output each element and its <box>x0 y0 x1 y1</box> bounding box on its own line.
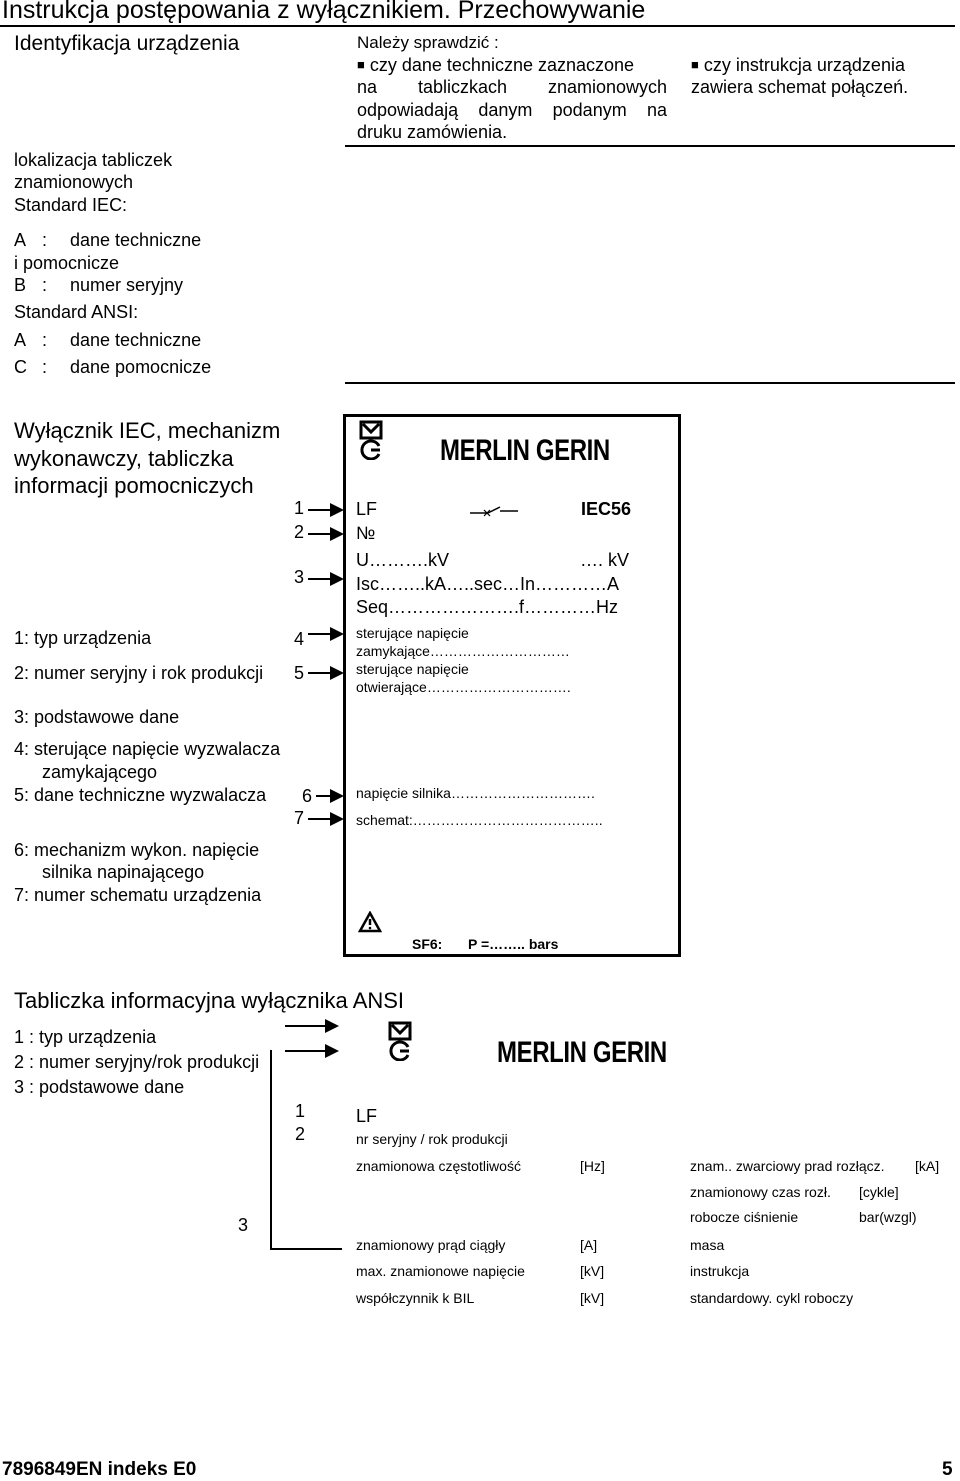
ansi-cell: [Hz] <box>580 1158 605 1174</box>
iec-b-letter: B <box>14 275 27 295</box>
legend-item: silnika napinającego <box>42 862 205 882</box>
marker-4: 4 <box>294 629 305 649</box>
ansi-cell: współczynnik k BIL <box>356 1290 475 1306</box>
ansi-cell: bar(wzgl) <box>859 1209 917 1225</box>
arrow-1 <box>308 509 342 511</box>
legend-item: 2: numer seryjny i rok produkcji <box>14 663 264 683</box>
ansi-cell: instrukcja <box>690 1263 750 1279</box>
heading-line: Wyłącznik IEC, mechanizm <box>14 418 281 443</box>
plate-isc: Isc……..kA…..sec…In…………A <box>356 574 620 594</box>
legend-item: 7: numer schematu urządzenia <box>14 885 262 905</box>
colon: : <box>42 357 48 377</box>
ansi-plate-serial: nr seryjny / rok produkcji <box>356 1131 508 1147</box>
ansi-cell: znamionowy czas rozł. <box>690 1184 831 1200</box>
ansi-cell: masa <box>690 1237 725 1253</box>
ansi-cell: [kA] <box>915 1158 940 1174</box>
loc-line: Standard IEC: <box>14 195 128 215</box>
plate-voltage: U……….kV <box>356 550 450 570</box>
loc-line: znamionowych <box>14 172 134 192</box>
plate-sf6: SF6: <box>412 936 443 952</box>
plate-number: № <box>356 523 376 543</box>
ansi-marker-1: 1 <box>295 1101 306 1121</box>
ansi-legend-item: 1 : typ urządzenia <box>14 1027 157 1047</box>
merlin-gerin-logo-icon <box>388 1021 412 1061</box>
colon: : <box>42 230 48 250</box>
ansi-lead-line-bottom <box>270 1248 342 1250</box>
title-rule <box>0 25 955 27</box>
brand-name: MERLIN GERIN <box>440 434 610 467</box>
loc-line: lokalizacja tabliczek <box>14 150 173 170</box>
marker-6: 6 <box>302 786 313 806</box>
check-item-1-line: na tabliczkach znamionowych <box>357 77 667 97</box>
ansi-a-letter: A <box>14 330 27 350</box>
ansi-cell: standardowy. cykl roboczy <box>690 1290 854 1306</box>
iec-a-text: dane techniczne <box>70 230 202 250</box>
ansi-arrow-2 <box>285 1050 337 1052</box>
colon: : <box>42 330 48 350</box>
check-item-1-line: druku zamówienia. <box>357 122 508 142</box>
arrow-4 <box>308 633 342 635</box>
plate-ctrl-close: sterujące napięcie <box>356 625 469 641</box>
bullet-square-icon: ■ <box>357 57 365 72</box>
arrow-6 <box>316 795 342 797</box>
ansi-cell: znamionowa częstotliwość <box>356 1158 521 1174</box>
ansi-cell: znam.. zwarciowy prad rozłącz. <box>690 1158 885 1174</box>
legend-item: 3: podstawowe dane <box>14 707 180 727</box>
marker-7: 7 <box>294 808 305 828</box>
marker-2: 2 <box>294 522 305 542</box>
brand-name: MERLIN GERIN <box>497 1036 667 1069</box>
merlin-gerin-logo-icon <box>359 420 383 460</box>
ansi-cell: robocze ciśnienie <box>690 1209 799 1225</box>
legend-item: 6: mechanizm wykon. napięcie <box>14 840 260 860</box>
ansi-cell: [kV] <box>580 1263 605 1279</box>
legend-item: zamykającego <box>42 762 158 782</box>
ansi-cell: [cykle] <box>859 1184 899 1200</box>
plate-motor: napięcie silnika…………………………. <box>356 785 595 801</box>
plate-ctrl-open: sterujące napięcie <box>356 661 469 677</box>
ansi-cell: [A] <box>580 1237 598 1253</box>
heading-line: informacji pomocniczych <box>14 473 254 498</box>
ansi-cell: znamionowy prąd ciągły <box>356 1237 506 1253</box>
ansi-legend-item: 3 : podstawowe dane <box>14 1077 185 1097</box>
check-item-1-line: czy dane techniczne zaznaczone <box>369 55 635 75</box>
arrow-7 <box>308 818 342 820</box>
iec-a-letter: A <box>14 230 27 250</box>
breaker-symbol-icon <box>470 504 520 523</box>
arrow-2 <box>308 533 342 535</box>
check-title: Należy sprawdzić : <box>357 33 499 52</box>
ansi-title: Standard ANSI: <box>14 302 139 322</box>
plate-pressure: P =…….. bars <box>468 936 559 952</box>
plate-voltage-right: …. kV <box>580 550 630 570</box>
iec-b-text: numer seryjny <box>70 275 184 295</box>
colon: : <box>42 275 48 295</box>
arrow-5 <box>308 672 342 674</box>
legend-item: 1: typ urządzenia <box>14 628 152 648</box>
ansi-plate-lf: LF <box>356 1106 378 1126</box>
marker-1: 1 <box>294 498 305 518</box>
section1-rule-top <box>345 145 955 147</box>
ansi-marker-3: 3 <box>238 1215 249 1235</box>
legend-item: 4: sterujące napięcie wyzwalacza <box>14 739 281 759</box>
ansi-arrow-1 <box>285 1025 337 1027</box>
plate-iec56: IEC56 <box>581 499 632 519</box>
plate-ctrl-close: zamykające………………………… <box>356 643 570 659</box>
plate-schema: schemat:………………………………….. <box>356 812 603 828</box>
ansi-c-letter: C <box>14 357 27 377</box>
ansi-plate-heading: Tabliczka informacyjna wyłącznika ANSI <box>14 988 405 1013</box>
ansi-a-text: dane techniczne <box>70 330 202 350</box>
check-item-2-line: czy instrukcja urządzenia <box>703 55 905 75</box>
iec-a-text2: i pomocnicze <box>14 253 120 273</box>
plate-ctrl-open: otwierające…………………………. <box>356 679 571 695</box>
warning-triangle-icon <box>358 911 382 938</box>
ansi-marker-2: 2 <box>295 1124 306 1144</box>
ansi-c-text: dane pomocnicze <box>70 357 212 377</box>
heading-line: wykonawczy, tabliczka <box>14 446 234 471</box>
legend-item: 5: dane techniczne wyzwalacza <box>14 785 267 805</box>
ansi-cell: [kV] <box>580 1290 605 1306</box>
section1-rule-bottom <box>345 382 955 384</box>
marker-3: 3 <box>294 567 305 587</box>
doc-number: 7896849EN indeks E0 <box>2 1459 197 1480</box>
check-item-1-line: odpowiadają danym podanym na <box>357 100 667 120</box>
ansi-legend-item: 2 : numer seryjny/rok produkcji <box>14 1052 260 1072</box>
page-title: Instrukcja postępowania z wyłącznikiem. Przechowywanie <box>2 0 646 24</box>
ansi-lead-line <box>270 1050 272 1250</box>
page-number: 5 <box>942 1459 953 1480</box>
plate-seq: Seq………………….f…………Hz <box>356 597 619 617</box>
identification-heading: Identyfikacja urządzenia <box>14 32 240 55</box>
arrow-3 <box>308 578 342 580</box>
ansi-cell: max. znamionowe napięcie <box>356 1263 525 1279</box>
check-item-2-line: zawiera schemat połączeń. <box>691 77 909 97</box>
bullet-square-icon: ■ <box>691 57 699 72</box>
marker-5: 5 <box>294 663 305 683</box>
plate-lf: LF <box>356 499 378 519</box>
